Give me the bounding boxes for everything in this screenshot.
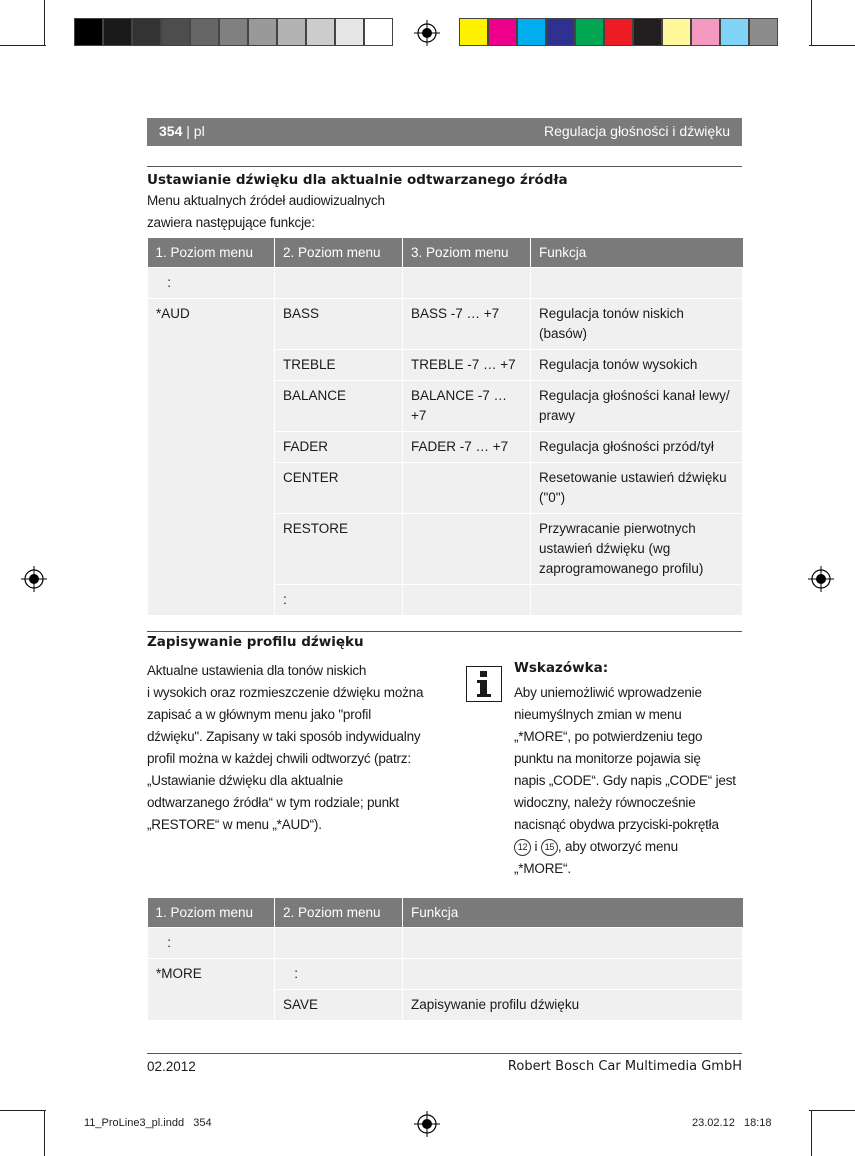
table-cell bbox=[403, 928, 743, 959]
table-cell: Regulacja głośności przód/tył bbox=[531, 432, 743, 463]
body-text: Aktualne ustawienia dla tonów niskich i wysokich oraz rozmieszczenie dźwięku można zapisać a w głównym menu jako "profil dźwięku". Zapisany w taki sposób indywidualny profil można w każdej chwili odtworzyć (patrz: „Ustawianie dźwięku dla aktualnie odtwarzanego źródła“ w tym rodziale; punkt „RESTORE“ w menu „*AUD“). bbox=[147, 663, 424, 832]
color-swatch bbox=[248, 18, 277, 46]
color-swatch bbox=[633, 18, 662, 46]
crop-mark bbox=[44, 1110, 45, 1156]
table-cell bbox=[403, 268, 531, 299]
table-cell: CENTER bbox=[275, 463, 403, 514]
color-swatch bbox=[74, 18, 103, 46]
registration-mark-icon bbox=[414, 20, 440, 46]
table-cell: : bbox=[275, 959, 403, 990]
crop-mark bbox=[44, 0, 45, 46]
control-ref-15: 15 bbox=[541, 839, 558, 856]
color-swatch bbox=[103, 18, 132, 46]
info-icon bbox=[466, 666, 502, 702]
color-swatch bbox=[720, 18, 749, 46]
table-cell: FADER bbox=[275, 432, 403, 463]
table-cell bbox=[403, 959, 743, 990]
table-cell: BALANCE -7 … +7 bbox=[403, 381, 531, 432]
table-cell bbox=[531, 585, 743, 616]
registration-mark-icon bbox=[21, 566, 47, 592]
column-header: Funkcja bbox=[403, 898, 743, 928]
column-header: 3. Poziom menu bbox=[403, 238, 531, 268]
color-swatch bbox=[488, 18, 517, 46]
color-swatch bbox=[517, 18, 546, 46]
registration-mark-icon bbox=[414, 1111, 440, 1137]
column-header: 2. Poziom menu bbox=[275, 898, 403, 928]
table-cell: : bbox=[148, 928, 275, 959]
audio-menu-table bbox=[147, 238, 743, 616]
table-cell: TREBLE bbox=[275, 350, 403, 381]
crop-mark bbox=[809, 45, 855, 46]
page-header bbox=[147, 118, 742, 146]
slug-file: 11_ProLine3_pl.indd 354 bbox=[84, 1117, 212, 1129]
table-cell bbox=[275, 268, 403, 299]
table-cell: FADER -7 … +7 bbox=[403, 432, 531, 463]
table-row bbox=[148, 299, 743, 350]
color-swatch bbox=[364, 18, 393, 46]
table-cell-menu-aud: *AUD bbox=[148, 299, 275, 616]
color-swatch bbox=[161, 18, 190, 46]
registration-mark-icon bbox=[808, 566, 834, 592]
table-cell bbox=[403, 514, 531, 585]
column-header: 2. Poziom menu bbox=[275, 238, 403, 268]
control-ref-12: 12 bbox=[514, 839, 531, 856]
column-header: 1. Poziom menu bbox=[148, 898, 275, 928]
grayscale-color-bar bbox=[74, 18, 393, 48]
section-title: Regulacja głośności i dźwięku bbox=[544, 123, 730, 139]
table-cell: Regulacja tonów wysokich bbox=[531, 350, 743, 381]
table-cell: BALANCE bbox=[275, 381, 403, 432]
crop-mark bbox=[811, 1110, 812, 1156]
color-swatch bbox=[306, 18, 335, 46]
color-swatch bbox=[132, 18, 161, 46]
color-swatch bbox=[691, 18, 720, 46]
color-swatch bbox=[277, 18, 306, 46]
color-swatch bbox=[662, 18, 691, 46]
note-text: Aby uniemożliwić wprowadzenie nieumyślnych zmian w menu „*MORE“, po potwierdzeniu tego punktu na monitorze pojawia się napis „CODE“. Gdy napis „CODE“ jest widoczny, należy równocześnie nacisnąć obydwa przyciski-pokrętła 12 i 15 , aby otworzyć menu „*MORE“. bbox=[514, 685, 736, 876]
table-row bbox=[148, 959, 743, 990]
color-swatch bbox=[604, 18, 633, 46]
table-cell: RESTORE bbox=[275, 514, 403, 585]
table-cell-menu-more: *MORE bbox=[148, 959, 275, 1021]
color-swatch bbox=[459, 18, 488, 46]
crop-mark bbox=[809, 1110, 855, 1111]
note-title: Wskazówka: bbox=[514, 660, 609, 676]
color-swatch bbox=[335, 18, 364, 46]
column-header: Funkcja bbox=[531, 238, 743, 268]
table-cell bbox=[275, 928, 403, 959]
footer-date: 02.2012 bbox=[147, 1059, 196, 1074]
table-cell bbox=[531, 268, 743, 299]
table-cell: BASS bbox=[275, 299, 403, 350]
footer-divider bbox=[147, 1053, 742, 1054]
intro-text: Menu aktualnych źródeł audiowizualnych zawiera następujące funkcje: bbox=[147, 193, 385, 230]
column-header: 1. Poziom menu bbox=[148, 238, 275, 268]
table-cell: TREBLE -7 … +7 bbox=[403, 350, 531, 381]
section-heading: Zapisywanie profilu dźwięku bbox=[147, 634, 364, 650]
color-swatch bbox=[749, 18, 778, 46]
section-heading: Ustawianie dźwięku dla aktualnie odtwarzanego źródła bbox=[147, 172, 568, 188]
table-row bbox=[148, 928, 743, 959]
table-cell: Resetowanie ustawień dźwięku ("0") bbox=[531, 463, 743, 514]
slug-timestamp: 23.02.12 18:18 bbox=[692, 1117, 772, 1129]
section-divider bbox=[147, 166, 742, 167]
table-cell: Regulacja tonów niskich (basów) bbox=[531, 299, 743, 350]
table-cell: SAVE bbox=[275, 990, 403, 1021]
table-cell bbox=[403, 585, 531, 616]
table-cell: : bbox=[148, 268, 275, 299]
table-cell: : bbox=[275, 585, 403, 616]
process-color-bar bbox=[459, 18, 778, 48]
color-swatch bbox=[190, 18, 219, 46]
table-row bbox=[148, 268, 743, 299]
color-swatch bbox=[219, 18, 248, 46]
table-cell: Zapisywanie profilu dźwięku bbox=[403, 990, 743, 1021]
table-cell: BASS -7 … +7 bbox=[403, 299, 531, 350]
section-divider bbox=[147, 631, 742, 632]
crop-mark bbox=[0, 45, 46, 46]
crop-mark bbox=[0, 1110, 46, 1111]
crop-mark bbox=[811, 0, 812, 46]
table-cell bbox=[403, 463, 531, 514]
color-swatch bbox=[546, 18, 575, 46]
footer-company: Robert Bosch Car Multimedia GmbH bbox=[507, 1059, 742, 1074]
table-cell: Regulacja głośności kanał lewy/ prawy bbox=[531, 381, 743, 432]
color-swatch bbox=[575, 18, 604, 46]
table-cell: Przywracanie pierwotnych ustawień dźwięku (wg zaprogramowanego profilu) bbox=[531, 514, 743, 585]
more-menu-table bbox=[147, 898, 743, 1021]
page-number: 354 | pl bbox=[159, 123, 205, 139]
